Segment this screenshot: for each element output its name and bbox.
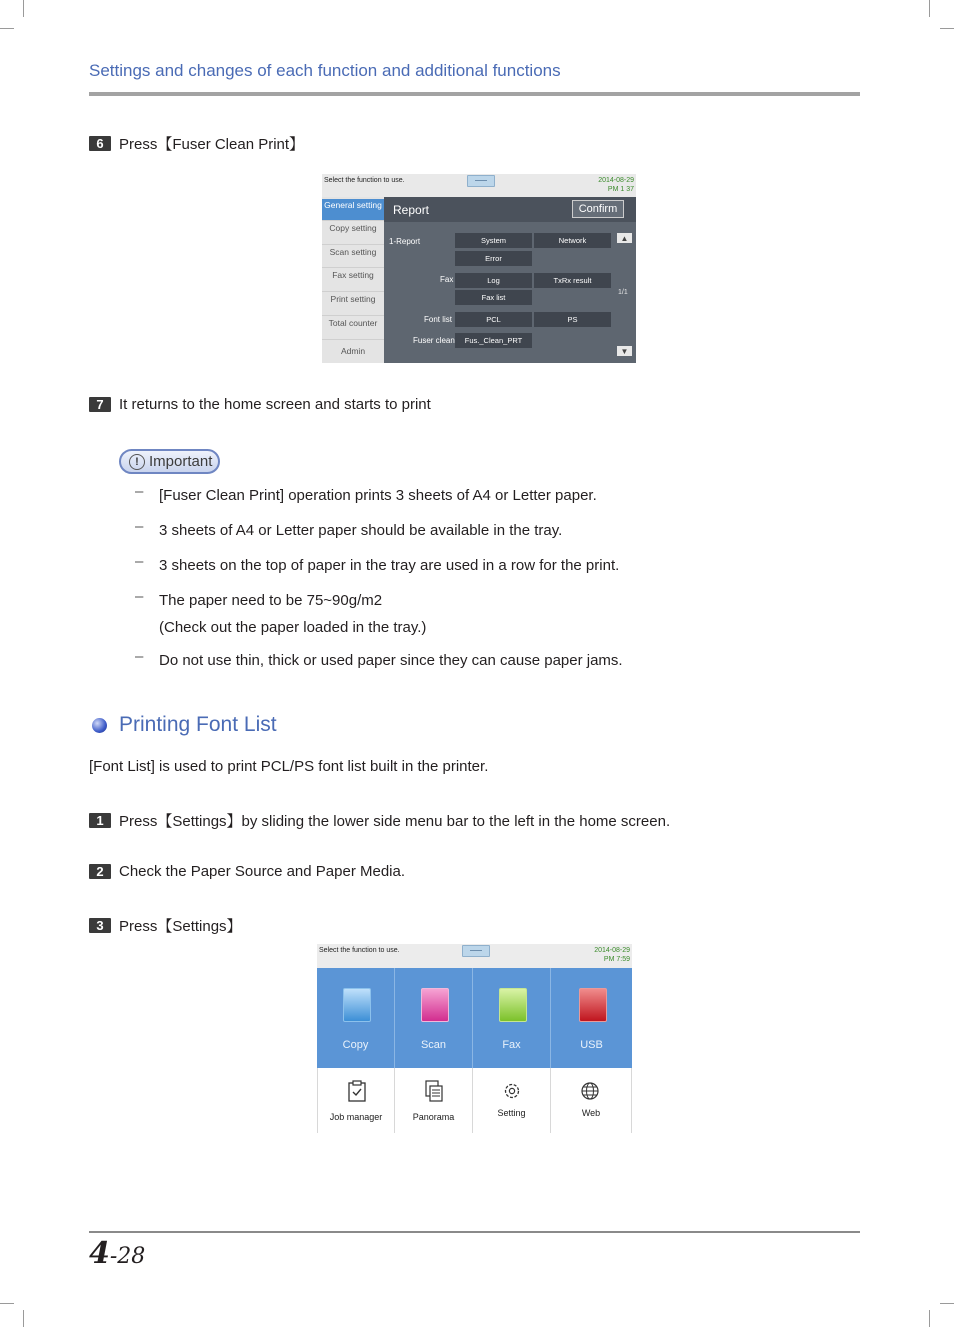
footer-rule: [89, 1231, 860, 1233]
sidebar-item-copy[interactable]: Copy setting: [322, 221, 384, 245]
prompt-text: Select the function to use.: [319, 947, 400, 954]
sidebar-item-admin[interactable]: Admin: [340, 346, 366, 356]
network-button[interactable]: Network: [534, 233, 611, 248]
sidebar-item-total-counter[interactable]: Total counter: [322, 316, 384, 340]
confirm-button[interactable]: Confirm: [572, 200, 624, 218]
step-number-badge: 2: [89, 864, 111, 879]
fax-tile[interactable]: [473, 968, 551, 1068]
bullet-ball-icon: [92, 718, 107, 733]
step-number-badge: 3: [89, 918, 111, 933]
fax-icon: [499, 988, 527, 1022]
button-label: Job manager: [329, 1112, 383, 1122]
sidebar-item-fax[interactable]: Fax setting: [322, 268, 384, 292]
prompt-text: Select the function to use.: [324, 177, 405, 184]
crop-mark: [0, 1303, 14, 1304]
system-button[interactable]: System: [455, 233, 532, 248]
list-item-text: The paper need to be 75~90g/m2: [159, 592, 383, 609]
copy-tile[interactable]: [317, 968, 395, 1068]
panorama-button[interactable]: [395, 1068, 473, 1133]
step-6: [89, 133, 304, 154]
page-number: [89, 1236, 145, 1271]
pcl-button[interactable]: PCL: [455, 312, 532, 327]
important-callout: [119, 449, 220, 474]
step-text: It returns to the home screen and starts to print: [119, 396, 431, 413]
fax-list-button[interactable]: Fax list: [455, 290, 532, 305]
crop-mark: [929, 0, 930, 17]
datetime: [598, 176, 634, 194]
page-number-suffix: -28: [109, 1244, 146, 1269]
report-screen-screenshot: [322, 174, 636, 363]
menu-handle[interactable]: [462, 945, 490, 957]
report-title-bar: [384, 197, 636, 222]
report-title: Report: [393, 203, 430, 217]
step-number-badge: 7: [89, 397, 111, 412]
tile-label: USB: [580, 1039, 603, 1051]
step-7: [89, 396, 431, 413]
important-label: Important: [149, 453, 213, 470]
button-label: Setting: [497, 1108, 526, 1118]
txrx-result-button[interactable]: TxRx result: [534, 273, 611, 288]
home-screen-screenshot: [317, 944, 632, 1133]
dash-icon: –: [135, 648, 144, 665]
dash-icon: –: [135, 518, 144, 535]
gear-icon: [502, 1080, 522, 1102]
menu-handle[interactable]: [467, 175, 495, 187]
date-text: 2014-08-29: [598, 177, 634, 184]
documents-icon: [424, 1080, 444, 1102]
setting-button[interactable]: [473, 1068, 551, 1133]
report-label: 1-Report: [389, 237, 421, 246]
page-indicator: 1/1: [618, 289, 628, 296]
button-label: Web: [581, 1108, 601, 1118]
settings-sidebar: [322, 197, 384, 363]
sidebar-item-general[interactable]: General setting: [322, 199, 384, 221]
crop-mark: [940, 28, 954, 29]
clipboard-icon: [347, 1080, 367, 1102]
step-text: Press【Fuser Clean Print】: [119, 136, 305, 153]
ps-button[interactable]: PS: [534, 312, 611, 327]
crop-mark: [23, 1310, 24, 1327]
date-text: 2014-08-29: [594, 947, 630, 954]
exclamation-icon: !: [129, 454, 145, 470]
list-item-text: [Fuser Clean Print] operation prints 3 sheets of A4 or Letter paper.: [159, 487, 597, 504]
header-rule: [89, 92, 860, 96]
scroll-up-icon[interactable]: ▲: [617, 233, 632, 243]
scan-tile[interactable]: [395, 968, 473, 1068]
crop-mark: [23, 0, 24, 17]
fuser-clean-print-button[interactable]: Fus._Clean_PRT: [455, 333, 532, 348]
dash-icon: –: [135, 483, 144, 500]
running-header: Settings and changes of each function and additional functions: [89, 61, 561, 80]
fax-label: Fax: [440, 275, 454, 284]
status-bar: [322, 174, 636, 197]
sidebar-item-scan[interactable]: Scan setting: [322, 245, 384, 268]
step-text: Press【Settings】: [119, 918, 242, 935]
tile-label: Scan: [420, 1039, 447, 1051]
scroll-down-icon[interactable]: ▼: [617, 346, 632, 356]
sidebar-item-print[interactable]: Print setting: [322, 292, 384, 316]
step-2: [89, 863, 405, 880]
section-title: Printing Font List: [119, 713, 277, 736]
copy-icon: [343, 988, 371, 1022]
button-label: Panorama: [412, 1112, 455, 1122]
job-manager-button[interactable]: [317, 1068, 395, 1133]
tile-label: Copy: [342, 1039, 369, 1051]
tile-label: Fax: [502, 1039, 521, 1051]
step-1: [89, 810, 670, 831]
crop-mark: [940, 1303, 954, 1304]
datetime: [594, 946, 630, 964]
list-item-text: 3 sheets of A4 or Letter paper should be available in the tray.: [159, 522, 563, 539]
step-text: Press【Settings】by sliding the lower side menu bar to the left in the home screen.: [119, 813, 671, 830]
section-intro: [Font List] is used to print PCL/PS font list built in the printer.: [89, 758, 489, 775]
scan-icon: [421, 988, 449, 1022]
crop-mark: [0, 28, 14, 29]
font-list-label: Font list: [424, 315, 453, 324]
usb-icon: [579, 988, 607, 1022]
fuser-clean-label: Fuser clean: [413, 336, 455, 345]
crop-mark: [929, 1310, 930, 1327]
time-text: PM 7:59: [603, 956, 630, 963]
list-item-text: 3 sheets on the top of paper in the tray are used in a row for the print.: [159, 557, 620, 574]
dash-icon: –: [135, 588, 144, 605]
time-text: PM 1 37: [607, 186, 634, 193]
globe-icon: [580, 1080, 600, 1102]
step-number-badge: 6: [89, 136, 111, 151]
section-heading: [92, 713, 277, 737]
list-item-text: (Check out the paper loaded in the tray.): [159, 619, 427, 636]
dash-icon: –: [135, 553, 144, 570]
step-text: Check the Paper Source and Paper Media.: [119, 863, 406, 880]
list-item-text: Do not use thin, thick or used paper since they can cause paper jams.: [159, 652, 623, 669]
web-button[interactable]: [551, 1068, 632, 1133]
status-bar: [317, 944, 632, 968]
error-button[interactable]: Error: [455, 251, 532, 266]
step-3: [89, 915, 242, 936]
step-number-badge: 1: [89, 813, 111, 828]
log-button[interactable]: Log: [455, 273, 532, 288]
usb-tile[interactable]: [551, 968, 632, 1068]
chapter-number: 4: [89, 1236, 110, 1271]
